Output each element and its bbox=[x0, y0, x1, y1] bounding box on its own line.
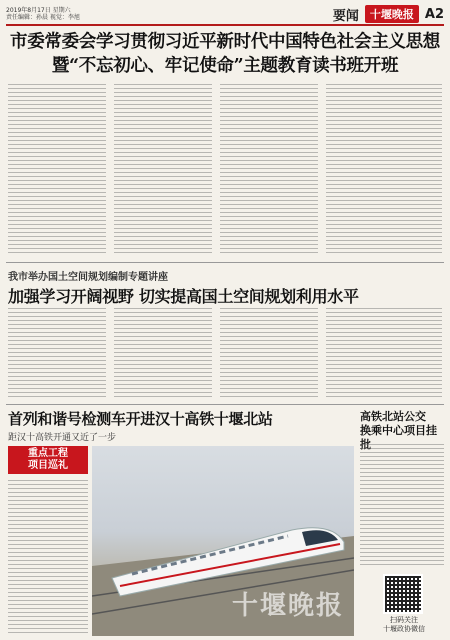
project-badge bbox=[8, 446, 88, 474]
qr-caption-line2: 十堰政协微信 bbox=[383, 625, 425, 633]
story2-body-col2 bbox=[114, 308, 212, 400]
section-divider-1 bbox=[6, 262, 444, 263]
photo-watermark: 十堰晚报 bbox=[231, 591, 344, 621]
lead-headline bbox=[8, 30, 442, 78]
story2-body-col4 bbox=[326, 308, 442, 400]
sidebar-title-line1: 高铁北站公交 bbox=[360, 410, 426, 423]
date-text: 2019年8月17日 星期六 bbox=[6, 7, 71, 14]
story2-kicker: 我市举办国土空间规划编制专题讲座 bbox=[8, 272, 168, 283]
story3-headline: 首列和谐号检测车开进汉十高铁十堰北站 bbox=[8, 410, 273, 428]
qr-caption bbox=[362, 616, 446, 634]
date-line bbox=[6, 7, 146, 21]
sidebar-title-line2: 换乘中心项目挂批 bbox=[360, 424, 437, 451]
lead-headline-line2: 暨“不忘初心、牢记使命”主题教育读书班开班 bbox=[51, 56, 399, 76]
lead-body-col3 bbox=[220, 84, 318, 256]
lead-headline-line1: 市委常委会学习贯彻习近平新时代中国特色社会主义思想 bbox=[10, 32, 440, 52]
masthead-logo: 十堰晚报 bbox=[365, 5, 419, 23]
story3-body-col1 bbox=[8, 480, 88, 636]
lead-body-col4 bbox=[326, 84, 442, 256]
train-photo bbox=[92, 446, 354, 636]
badge-line1: 重点工程 bbox=[28, 448, 68, 459]
sidebar-body bbox=[360, 444, 444, 568]
story2-body-col3 bbox=[220, 308, 318, 400]
qr-caption-line1: 扫码关注 bbox=[390, 616, 418, 624]
section-title: 要闻 bbox=[332, 8, 359, 24]
section-divider-2 bbox=[6, 404, 444, 405]
page-number: A2 bbox=[424, 6, 444, 22]
header-right bbox=[333, 5, 444, 24]
qr-code-icon[interactable] bbox=[385, 576, 421, 612]
lead-body-col2 bbox=[114, 84, 212, 256]
story2-headline: 加强学习开阔视野 切实提高国土空间规划利用水平 bbox=[8, 287, 359, 306]
page-header bbox=[6, 4, 444, 26]
badge-line2: 项目巡礼 bbox=[28, 460, 68, 471]
editor-credit: 责任编辑：孙晨 视觉：李旭 bbox=[6, 14, 80, 21]
lead-body-col1 bbox=[8, 84, 106, 256]
story3-subhead: 距汉十高铁开通又近了一步 bbox=[8, 433, 117, 443]
story2-body-col1 bbox=[8, 308, 106, 400]
